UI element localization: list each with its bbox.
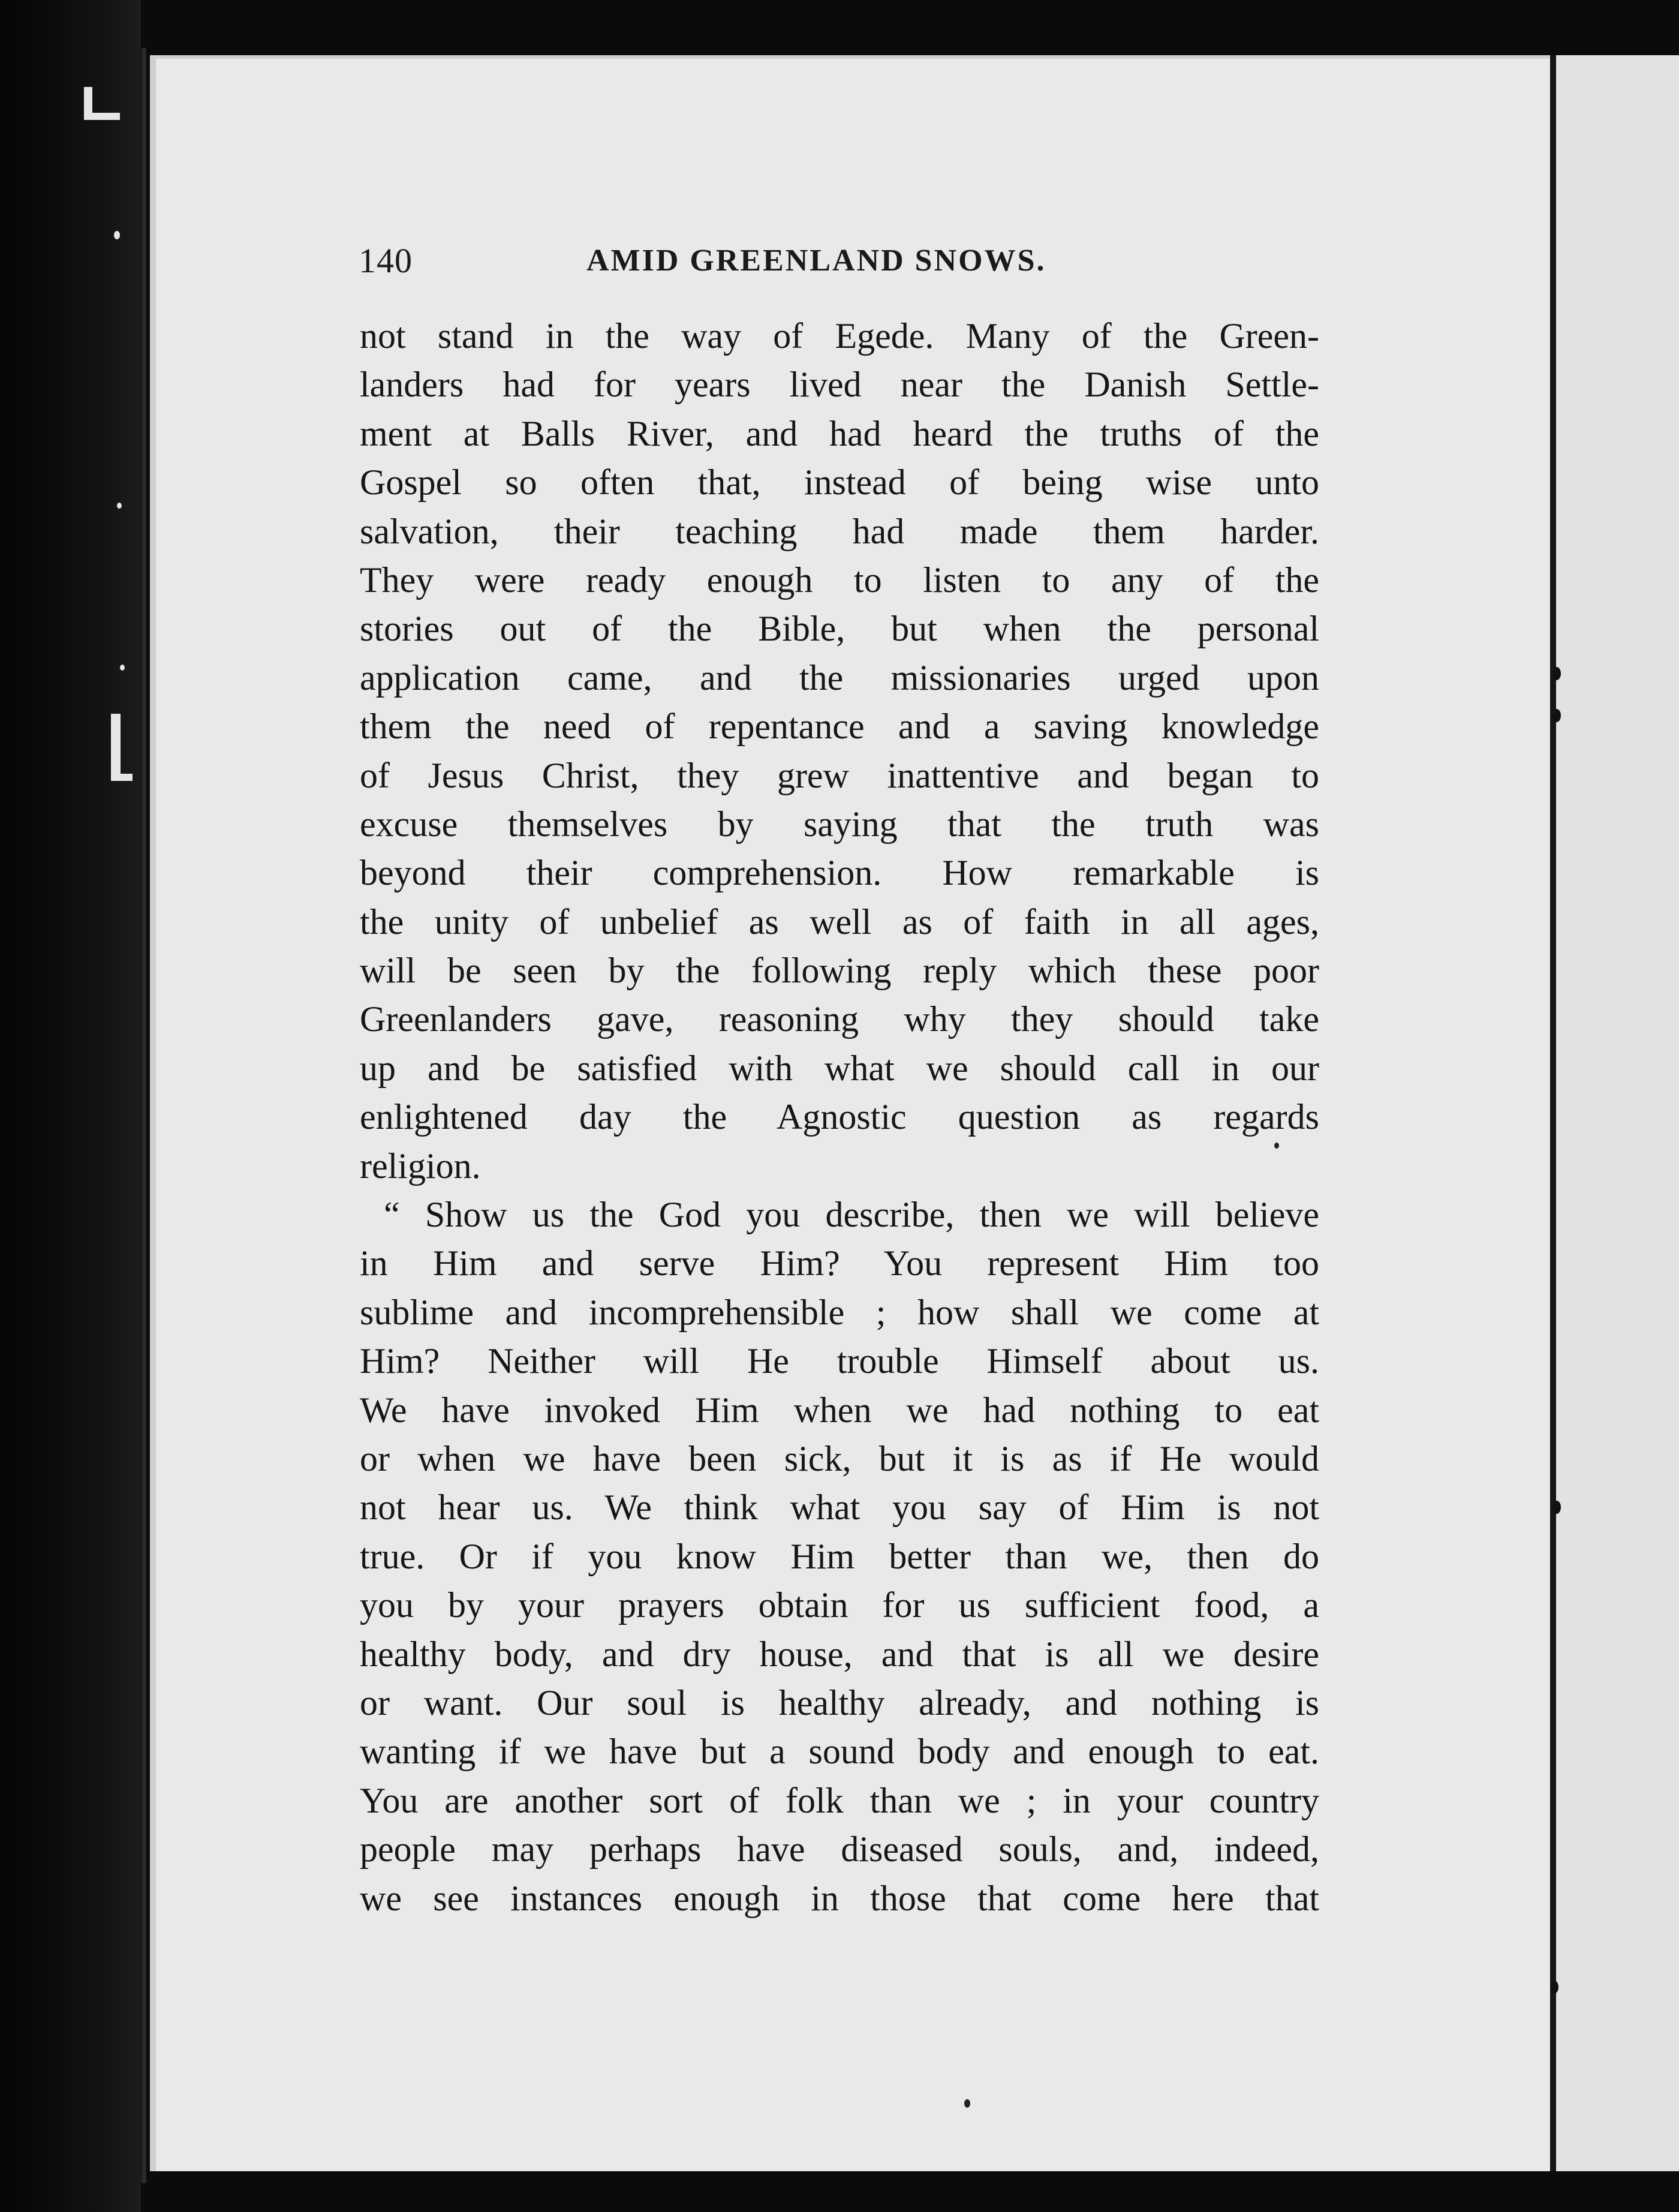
text-line: not stand in the way of Egede. Many of the Green- bbox=[360, 316, 1319, 356]
text-line: ment at Balls River, and had heard the truths of the bbox=[360, 413, 1319, 453]
page-edge bbox=[142, 48, 146, 2183]
body-text bbox=[360, 312, 1319, 1923]
text-line: the unity of unbelief as well as of faith in all ages, bbox=[360, 901, 1319, 942]
text-line: We have invoked Him when we had nothing to eat bbox=[360, 1390, 1319, 1430]
text-line: enlightened day the Agnostic question as regards bbox=[360, 1097, 1319, 1137]
page-number: 140 bbox=[359, 241, 413, 280]
text-line: true. Or if you know Him better than we, then do bbox=[360, 1536, 1319, 1576]
ink-speck bbox=[964, 2099, 970, 2108]
text-line: of Jesus Christ, they grew inattentive and began to bbox=[360, 755, 1319, 795]
adjacent-page-sliver bbox=[1556, 55, 1679, 2171]
scan-mark bbox=[84, 113, 120, 120]
text-line: sublime and incomprehensible ; how shall we come at bbox=[360, 1292, 1319, 1332]
scan-mark bbox=[111, 774, 133, 781]
text-line: “ Show us the God you describe, then we will believe bbox=[384, 1195, 1319, 1235]
text-line: you by your prayers obtain for us sufficient food, a bbox=[360, 1585, 1319, 1625]
text-line: will be seen by the following reply which these poor bbox=[360, 951, 1319, 991]
text-line: application came, and the missionaries urged upon bbox=[360, 657, 1319, 698]
text-line: landers had for years lived near the Danish Settle- bbox=[360, 365, 1319, 405]
text-line: stories out of the Bible, but when the personal bbox=[360, 609, 1319, 649]
scan-mark bbox=[114, 231, 120, 239]
text-line: we see instances enough in those that come here that bbox=[360, 1878, 1319, 1918]
text-line: healthy body, and dry house, and that is all we desire bbox=[360, 1634, 1319, 1674]
text-line: not hear us. We think what you say of Him is not bbox=[360, 1487, 1319, 1528]
text-line: wanting if we have but a sound body and enough to eat. bbox=[360, 1732, 1319, 1772]
scan-left-border bbox=[0, 0, 141, 2212]
running-header bbox=[359, 234, 1078, 288]
scan-mark bbox=[117, 503, 122, 509]
text-line: them the need of repentance and a saving knowledge bbox=[360, 707, 1319, 747]
scan-mark bbox=[111, 714, 121, 780]
text-line: Gospel so often that, instead of being wise unto bbox=[360, 462, 1319, 503]
text-line: up and be satisfied with what we should call in our bbox=[360, 1048, 1319, 1088]
ink-speck bbox=[1274, 1143, 1279, 1149]
ink-speck bbox=[1552, 1501, 1561, 1514]
running-title: AMID GREENLAND SNOWS. bbox=[586, 244, 1046, 278]
scan-mark bbox=[120, 665, 125, 671]
text-line: Greenlanders gave, reasoning why they should take bbox=[360, 999, 1319, 1039]
text-line: salvation, their teaching had made them harder. bbox=[360, 511, 1319, 551]
gutter bbox=[1550, 55, 1556, 2171]
text-line: Him? Neither will He trouble Himself about us. bbox=[360, 1341, 1319, 1381]
text-line: They were ready enough to listen to any of the bbox=[360, 560, 1319, 600]
text-line: beyond their comprehension. How remarkable is bbox=[360, 853, 1319, 893]
text-line: people may perhaps have diseased souls, and, indeed, bbox=[360, 1829, 1319, 1870]
text-line: or when we have been sick, but it is as if He would bbox=[360, 1438, 1319, 1478]
ink-speck bbox=[1550, 1980, 1558, 1994]
ink-speck bbox=[1552, 709, 1561, 722]
text-line: excuse themselves by saying that the truth was bbox=[360, 804, 1319, 844]
text-line: in Him and serve Him? You represent Him too bbox=[360, 1243, 1319, 1284]
text-line: religion. bbox=[360, 1146, 481, 1186]
text-line: You are another sort of folk than we ; in your country bbox=[360, 1780, 1319, 1820]
text-line: or want. Our soul is healthy already, and nothing is bbox=[360, 1682, 1319, 1723]
ink-speck bbox=[1552, 667, 1561, 680]
